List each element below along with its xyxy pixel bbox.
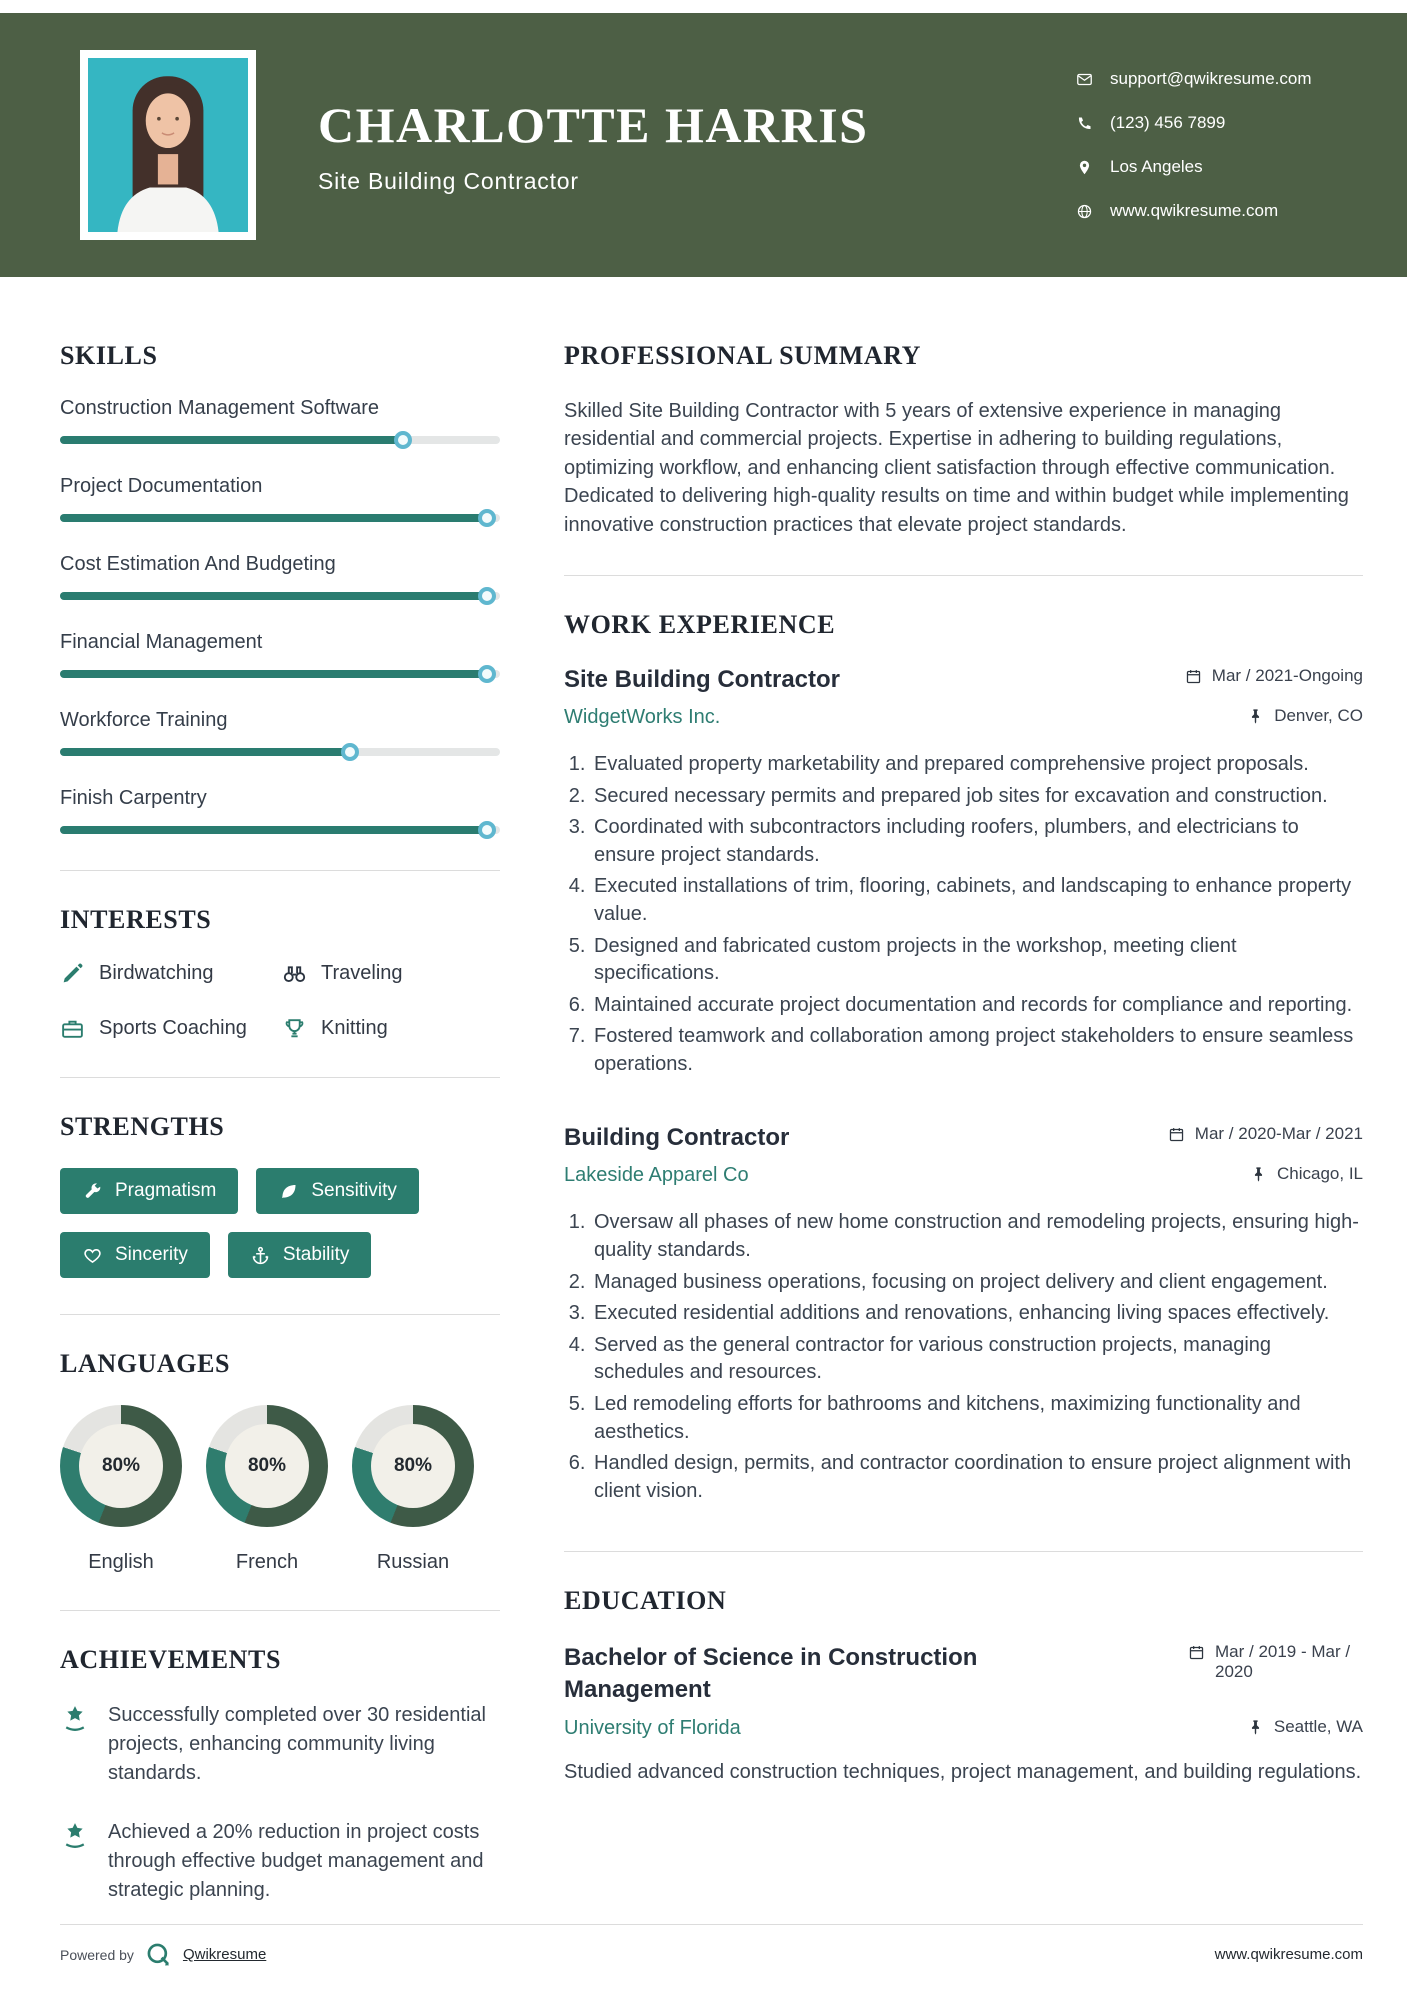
interests-section [60, 905, 500, 1041]
language-label: English [88, 1551, 154, 1573]
skill-bar [60, 436, 500, 444]
footer [60, 1924, 1363, 1968]
language-percent: 80% [393, 1455, 433, 1476]
summary-section [564, 341, 1363, 539]
contact-location-text: Los Angeles [1110, 157, 1203, 176]
qwikresume-logo-icon [145, 1941, 172, 1968]
phone-icon [1076, 115, 1093, 132]
education-dates: Mar / 2019 - Mar / 2020 [1188, 1642, 1363, 1682]
job-bullet: 3. Coordinated with subcontractors including roofers, plumbers, and electricians to ensure project standards. [591, 814, 1363, 869]
person-name: CHARLOTTE HARRIS [318, 96, 869, 153]
language-item [206, 1405, 328, 1574]
job-location: Denver, CO [1247, 706, 1363, 726]
profile-photo-image [88, 58, 248, 232]
contact-website[interactable] [1076, 201, 1361, 221]
summary-text: Skilled Site Building Contractor with 5 years of extensive experience in managing residential and commercial projects. Expertise in adhering to building regulations, optimizing workflow, and enhancing client satisfaction through effective communication. Dedicated to delivering high-quality results on time and within budget while implementing innovative construction practices that elevate project standards. [564, 400, 1349, 536]
job-bullet: 6. Handled design, permits, and contractor coordination to ensure project alignment with client vision. [591, 1450, 1363, 1505]
language-item [352, 1405, 474, 1574]
leaf-icon [278, 1181, 299, 1202]
contact-email-text: support@qwikresume.com [1110, 69, 1312, 88]
skill-label: Workforce Training [60, 709, 228, 731]
divider [60, 870, 500, 871]
skill-item [60, 631, 500, 678]
medal-icon [60, 1820, 90, 1850]
achievements-heading: ACHIEVEMENTS [60, 1645, 282, 1674]
trophy-icon [282, 1016, 307, 1041]
pushpin-icon [1250, 1166, 1267, 1183]
contact-location [1076, 157, 1361, 177]
person-job-title: Site Building Contractor [318, 167, 579, 194]
languages-heading: LANGUAGES [60, 1349, 231, 1378]
interest-label: Sports Coaching [99, 1017, 247, 1039]
footer-site-link[interactable]: www.qwikresume.com [1214, 1946, 1363, 1963]
binoculars-icon [282, 961, 307, 986]
education-degree: Bachelor of Science in Construction Management [564, 1644, 978, 1703]
interests-heading: INTERESTS [60, 905, 212, 934]
anchor-icon [250, 1245, 271, 1266]
language-donut-chart [352, 1405, 474, 1527]
skill-label: Construction Management Software [60, 397, 380, 419]
strength-label: Pragmatism [115, 1180, 217, 1201]
identity-block [318, 96, 869, 195]
job-entry [564, 666, 1363, 1079]
language-label: Russian [376, 1551, 450, 1573]
contact-phone-text: (123) 456 7899 [1110, 113, 1226, 132]
education-section [564, 1586, 1363, 1786]
contact-website-text: www.qwikresume.com [1110, 201, 1279, 220]
heart-icon [82, 1245, 103, 1266]
slider-knob [341, 743, 359, 761]
achievement-text: Successfully completed over 30 residential projects, enhancing community living standards. [108, 1704, 486, 1784]
skill-bar [60, 748, 500, 756]
strengths-section [60, 1112, 500, 1278]
slider-knob [478, 665, 496, 683]
skill-bar [60, 514, 500, 522]
job-dates: Mar / 2021-Ongoing [1185, 666, 1363, 686]
skill-item [60, 475, 500, 522]
briefcase-icon [60, 1016, 85, 1041]
job-bullet: 3. Executed residential additions and renovations, enhancing living spaces effectively. [591, 1300, 1363, 1328]
education-school: University of Florida [564, 1716, 741, 1739]
left-column [60, 341, 500, 1935]
strength-label: Stability [282, 1244, 350, 1265]
language-donut-chart [206, 1405, 328, 1527]
skill-item [60, 397, 500, 444]
globe-icon [1076, 203, 1093, 220]
powered-by-label: Powered by [60, 1946, 134, 1963]
job-bullet: 5. Led remodeling efforts for bathrooms and kitchens, maximizing functionality and aesthetics. [591, 1391, 1363, 1446]
pushpin-icon [1247, 1719, 1264, 1736]
job-bullet-list [564, 751, 1363, 1079]
slider-knob [394, 431, 412, 449]
wrench-icon [82, 1181, 103, 1202]
experience-heading: WORK EXPERIENCE [564, 609, 836, 639]
education-location: Seattle, WA [1247, 1717, 1363, 1737]
calendar-icon [1188, 1644, 1205, 1661]
calendar-icon [1168, 1126, 1185, 1143]
divider [564, 575, 1363, 576]
skill-bar [60, 592, 500, 600]
language-donut-chart [60, 1405, 182, 1527]
interest-label: Knitting [321, 1017, 388, 1039]
skill-label: Project Documentation [60, 475, 263, 497]
skill-label: Finish Carpentry [60, 787, 207, 809]
language-percent: 80% [101, 1455, 141, 1476]
job-company: Lakeside Apparel Co [564, 1164, 749, 1187]
strength-pill [60, 1232, 210, 1278]
job-bullet: 1. Evaluated property marketability and prepared comprehensive project proposals. [591, 751, 1363, 779]
achievement-item [60, 1701, 500, 1788]
job-bullet: 7. Fostered teamwork and collaboration among project stakeholders to ensure seamless operations. [591, 1023, 1363, 1078]
pen-icon [60, 961, 85, 986]
skills-section [60, 341, 500, 834]
location-icon [1076, 159, 1093, 176]
job-company: WidgetWorks Inc. [564, 705, 721, 728]
strength-pill [256, 1168, 419, 1214]
job-entry [564, 1124, 1363, 1505]
language-item [60, 1405, 182, 1574]
slider-knob [478, 509, 496, 527]
job-bullet: 4. Served as the general contractor for various construction projects, managing schedules and resources. [591, 1332, 1363, 1387]
pushpin-icon [1247, 708, 1264, 725]
achievements-section [60, 1645, 500, 1905]
divider [564, 1551, 1363, 1552]
experience-section [564, 610, 1363, 1505]
interest-item [282, 961, 500, 986]
slider-knob [478, 587, 496, 605]
language-label: French [235, 1551, 299, 1573]
interest-label: Traveling [321, 962, 403, 984]
contact-email[interactable] [1076, 69, 1361, 89]
skills-heading: SKILLS [60, 341, 158, 370]
skill-bar [60, 670, 500, 678]
contact-list [1076, 69, 1361, 221]
calendar-icon [1185, 668, 1202, 685]
strengths-heading: STRENGTHS [60, 1112, 225, 1141]
strength-pill [228, 1232, 372, 1278]
divider [60, 1610, 500, 1611]
summary-heading: PROFESSIONAL SUMMARY [564, 341, 922, 370]
education-heading: EDUCATION [564, 1586, 727, 1616]
interest-item [60, 961, 282, 986]
right-column [564, 341, 1363, 1935]
job-bullet: 1. Oversaw all phases of new home construction and remodeling projects, ensuring high-quality standards. [591, 1209, 1363, 1264]
job-bullet: 2. Secured necessary permits and prepared job sites for excavation and construction. [591, 783, 1363, 811]
skill-item [60, 553, 500, 600]
language-percent: 80% [247, 1455, 287, 1476]
skill-label: Financial Management [60, 631, 263, 653]
job-bullet: 2. Managed business operations, focusing on project delivery and client engagement. [591, 1269, 1363, 1297]
achievement-item [60, 1818, 500, 1905]
header [0, 13, 1407, 277]
profile-photo [80, 50, 256, 240]
interest-label: Birdwatching [99, 962, 214, 984]
job-bullet: 4. Executed installations of trim, flooring, cabinets, and landscaping to enhance property value. [591, 873, 1363, 928]
divider [60, 1077, 500, 1078]
skill-item [60, 709, 500, 756]
qwikresume-brand-link[interactable]: Qwikresume [182, 1946, 267, 1963]
job-dates: Mar / 2020-Mar / 2021 [1168, 1124, 1363, 1144]
slider-knob [478, 821, 496, 839]
email-icon [1076, 71, 1093, 88]
skill-item [60, 787, 500, 834]
strength-pill [60, 1168, 238, 1214]
job-bullet: 5. Designed and fabricated custom projects in the workshop, meeting client specifications. [591, 933, 1363, 988]
achievement-text: Achieved a 20% reduction in project costs through effective budget management and strategic planning. [108, 1821, 484, 1901]
strength-label: Sensitivity [311, 1180, 397, 1201]
contact-phone[interactable] [1076, 113, 1361, 133]
education-description: Studied advanced construction techniques, project management, and building regulations. [564, 1760, 1362, 1783]
skill-bar [60, 826, 500, 834]
job-bullet: 6. Maintained accurate project documentation and records for compliance and reporting. [591, 992, 1363, 1020]
job-title: Site Building Contractor [564, 665, 840, 693]
interest-item [282, 1016, 500, 1041]
interest-item [60, 1016, 282, 1041]
content [0, 277, 1407, 1935]
job-location: Chicago, IL [1250, 1164, 1363, 1184]
languages-section [60, 1349, 500, 1574]
job-bullet-list [564, 1209, 1363, 1505]
medal-icon [60, 1703, 90, 1733]
skill-label: Cost Estimation And Budgeting [60, 553, 336, 575]
job-title: Building Contractor [564, 1124, 790, 1152]
strength-label: Sincerity [115, 1244, 188, 1265]
divider [60, 1314, 500, 1315]
